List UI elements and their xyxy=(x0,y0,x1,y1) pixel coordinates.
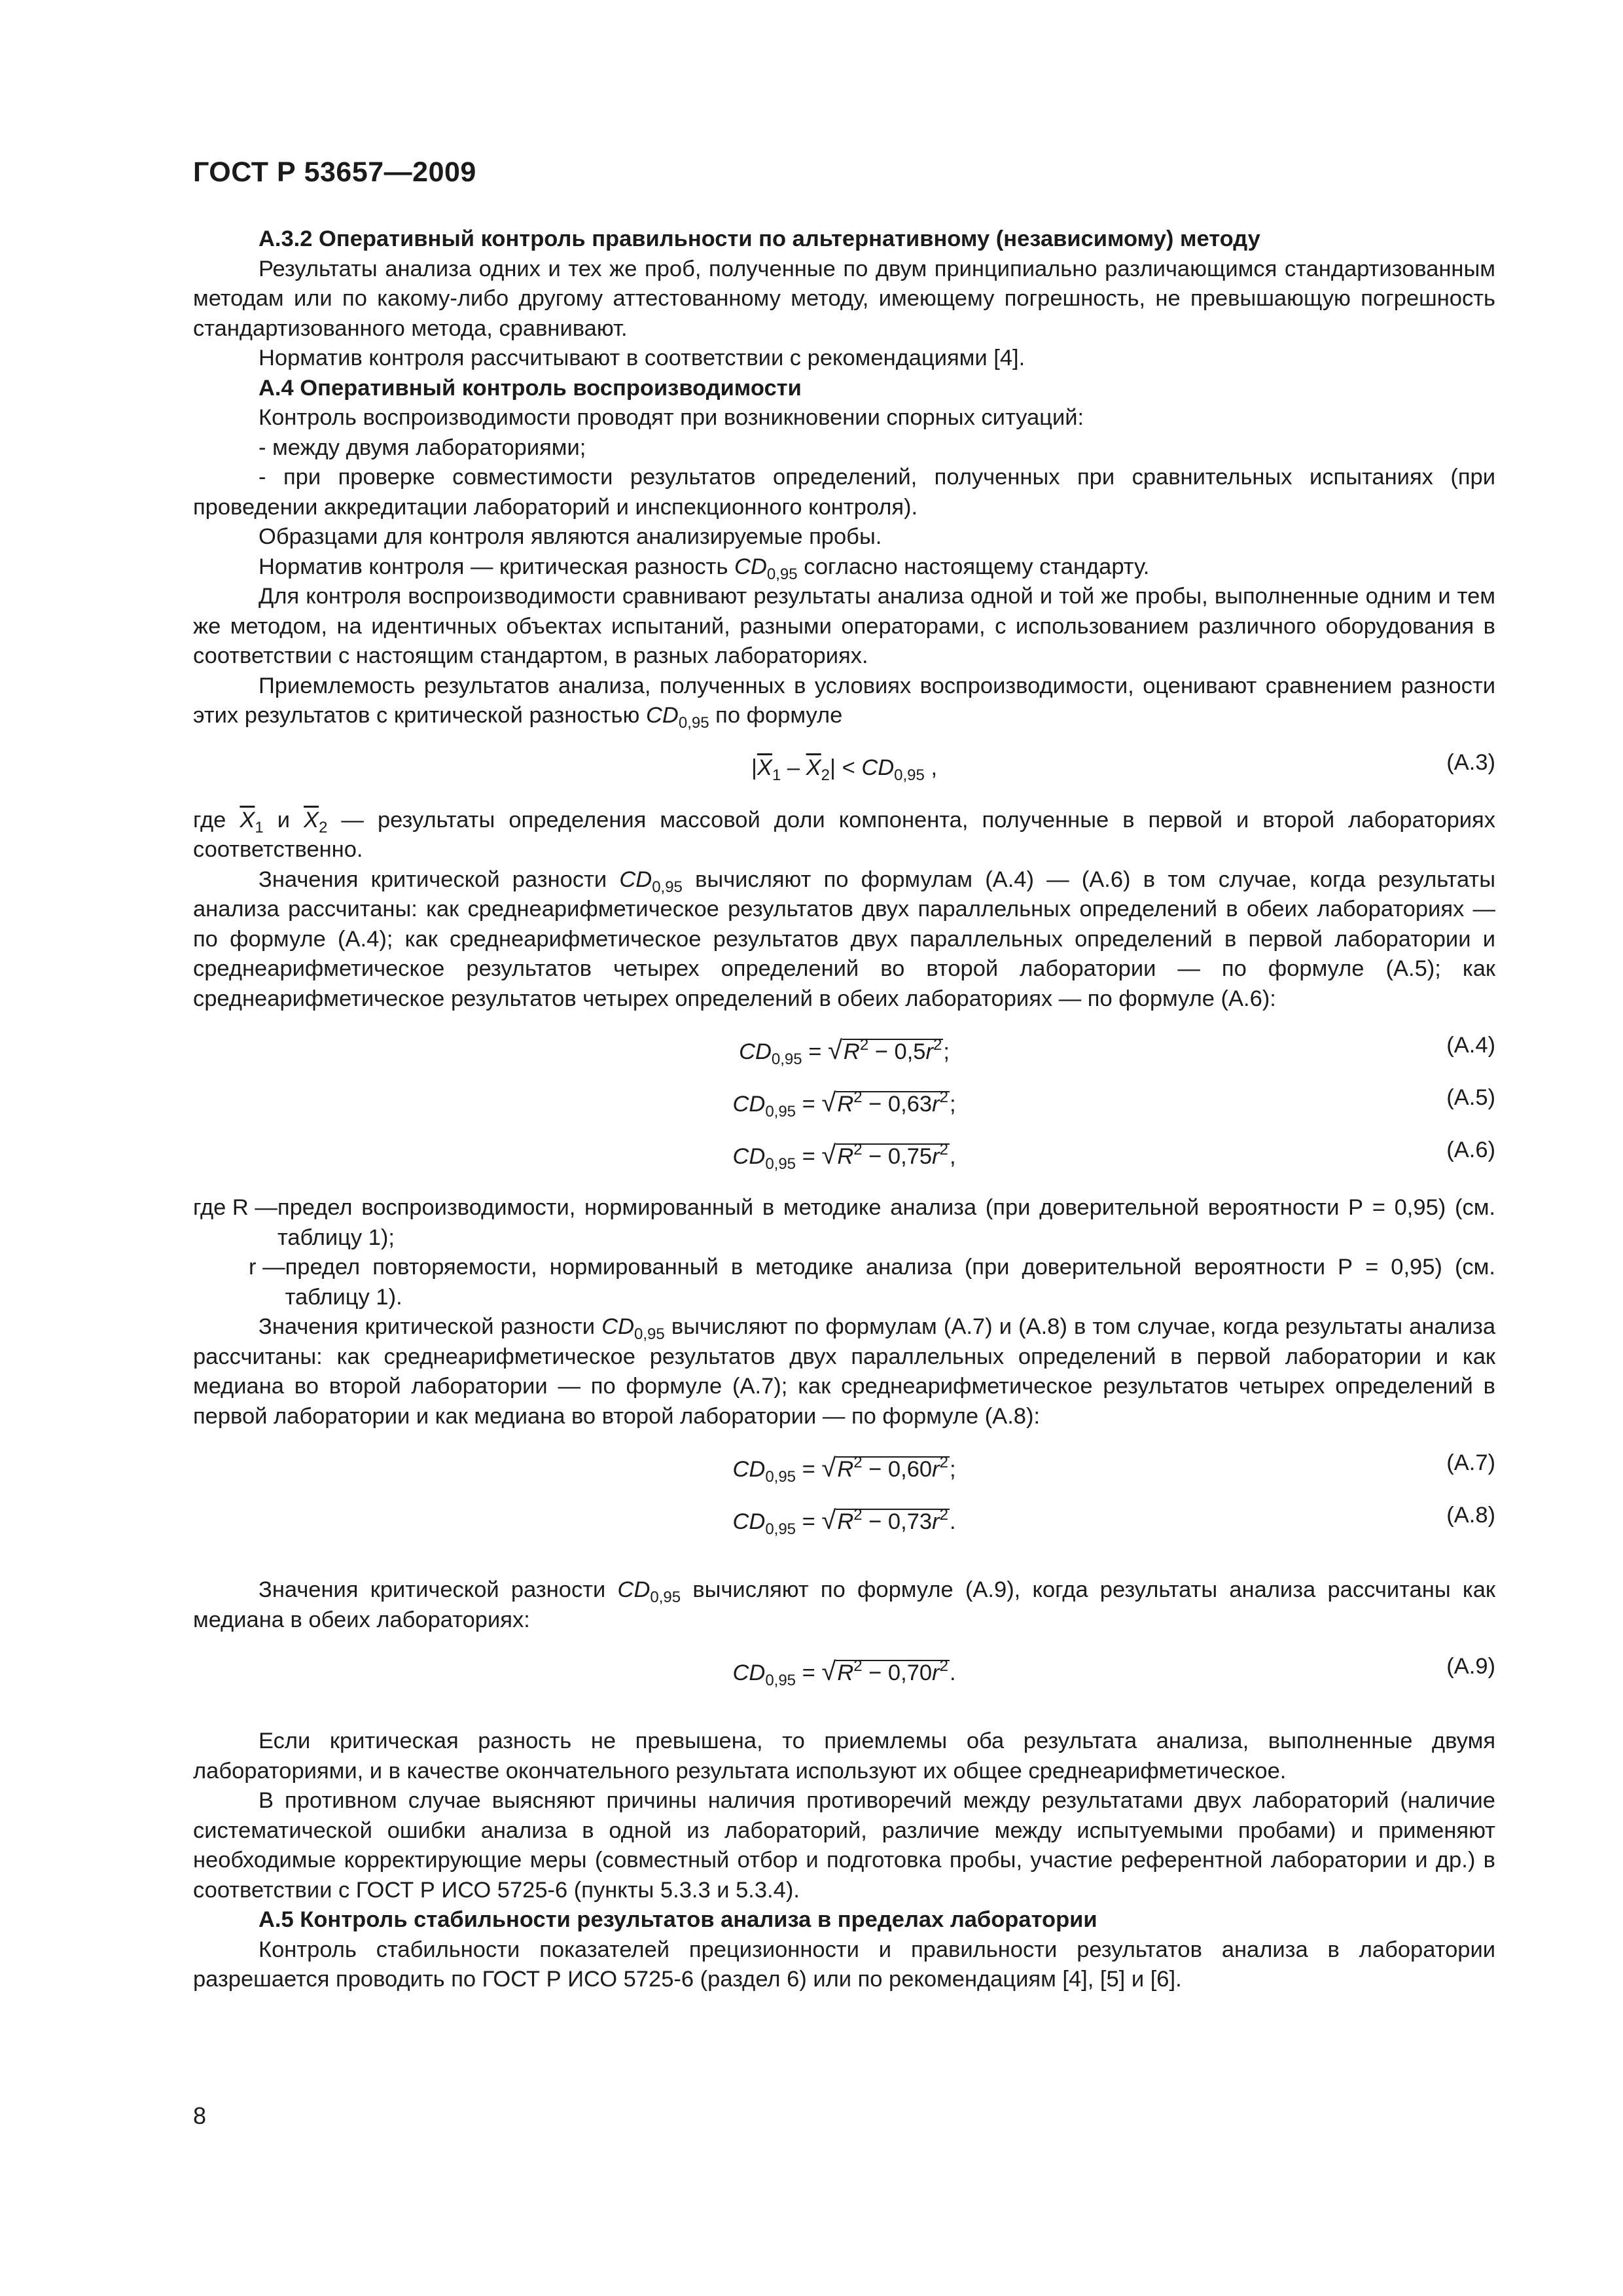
symbol-r: r xyxy=(932,1144,940,1169)
equation-number: (А.5) xyxy=(1446,1085,1495,1110)
equation-a4 xyxy=(193,1033,1495,1068)
paragraph: Норматив контроля рассчитывают в соответствии с рекомендациями [4]. xyxy=(259,346,1026,370)
equation-a6 xyxy=(193,1138,1495,1173)
symbol-sq: 2 xyxy=(939,1088,948,1106)
text-run: вычисляют по формуле (А.9), когда результаты анализа рассчитаны как медиана в обеих лабораториях: xyxy=(193,1577,1495,1632)
coefficient: 0,5 xyxy=(894,1039,926,1064)
equation-end: ; xyxy=(943,1039,950,1064)
symbol-cd-sub: 0,95 xyxy=(765,1520,796,1538)
symbol-sq: 2 xyxy=(939,1657,948,1675)
symbol-x: $\overline{X}$ xyxy=(304,807,319,833)
radicand: $R^2 - 0,70r^2$ xyxy=(837,1657,948,1685)
page-number: 8 xyxy=(193,2102,207,2129)
equation-body: $CD_{0,95} = √R^2 - 0,63r^2$; xyxy=(732,1088,956,1121)
equation-end: ; xyxy=(949,1092,956,1117)
symbol-cd: CD xyxy=(732,1660,766,1685)
symbol-cd: CD xyxy=(617,1577,651,1602)
page-content xyxy=(193,156,1495,1995)
equation-body: $CD_{0,95} = √R^2 - 0,75r^2$, xyxy=(732,1141,956,1173)
equation-a5 xyxy=(193,1085,1495,1121)
paragraph: Образцами для контроля являются анализируемые пробы. xyxy=(259,524,882,549)
symbol-sq: 2 xyxy=(853,1454,863,1471)
symbol-R: R xyxy=(837,1092,854,1117)
symbol-r: r xyxy=(932,1509,940,1534)
symbol-cd-sub: 0,95 xyxy=(678,714,709,732)
radicand: $R^2 - 0,73r^2$ xyxy=(837,1506,948,1534)
text-run: где xyxy=(193,807,240,833)
paragraph: Контроль стабильности показателей прецизионности и правильности результатов анализа в лаборатории разрешается проводить по ГОСТ Р ИСО 5725-6 (раздел 6) или по рекомендациям [4], [5] и [6]. xyxy=(193,1937,1495,1992)
equation-number: (А.4) xyxy=(1446,1033,1495,1058)
text-run: согласно настоящему стандарту. xyxy=(797,554,1150,579)
paragraph xyxy=(193,552,1495,583)
equation-number: (А.3) xyxy=(1446,749,1495,775)
symbol-cd-sub: 0,95 xyxy=(634,1325,665,1343)
text-run: Значения критической разности xyxy=(259,1577,618,1602)
symbol-cd: CD xyxy=(732,1144,766,1169)
symbol-cd-sub: 0,95 xyxy=(765,1468,796,1486)
coefficient: 0,75 xyxy=(887,1144,933,1169)
spacer xyxy=(193,1558,1495,1575)
symbol-cd-sub: 0,95 xyxy=(765,1155,796,1173)
paragraph: Если критическая разность не превышена, то приемлемы оба результата анализа, выполненные двумя лабораториями, и в качестве окончательного результата используют их общее среднеарифметическое. xyxy=(193,1729,1495,1784)
paragraph xyxy=(193,865,1495,1014)
symbol-sq: 2 xyxy=(939,1506,948,1524)
symbol-sq: 2 xyxy=(939,1141,948,1158)
symbol-cd-sub: 0,95 xyxy=(652,878,683,896)
symbol-R: R xyxy=(837,1457,854,1482)
symbol-cd: CD xyxy=(601,1314,635,1339)
coefficient: 0,63 xyxy=(887,1092,933,1117)
where-clause xyxy=(193,806,1495,865)
equation-end: . xyxy=(949,1660,956,1685)
symbol-x: $\overline{X}$ xyxy=(757,755,772,780)
symbol-sq: 2 xyxy=(853,1506,863,1524)
definition-term: r — xyxy=(249,1255,285,1280)
radicand: $R^2 - 0,75r^2$ xyxy=(837,1141,948,1169)
radicand: $R^2 - 0,5r^2$ xyxy=(843,1036,942,1064)
text-run: Значения критической разности xyxy=(259,867,620,892)
symbol-r: r xyxy=(932,1457,940,1482)
equation-body: $CD_{0,95} = √R^2 - 0,5r^2$; xyxy=(739,1036,950,1068)
equation-body: $CD_{0,95} = √R^2 - 0,73r^2$. xyxy=(732,1506,956,1538)
equation-a7 xyxy=(193,1450,1495,1486)
paragraph xyxy=(193,1575,1495,1635)
symbol-sq: 2 xyxy=(853,1657,863,1675)
sqrt-sign: √ xyxy=(821,1088,836,1117)
section-a32-title: А.3.2 Оперативный контроль правильности по альтернативному (независимому) методу xyxy=(259,226,1260,251)
definition-desc: предел повторяемости, нормированный в методике анализа (при доверительной вероятности Р = 0,95) (см. таблицу 1). xyxy=(285,1255,1495,1310)
symbol-cd: CD xyxy=(646,703,679,728)
equation-a9 xyxy=(193,1654,1495,1689)
text-run: по формуле xyxy=(709,703,843,728)
equation-body: $|\overline{X}_1 - \overline{X}_2| < CD_{0,95}$ , xyxy=(751,755,938,784)
symbol-cd-sub: 0,95 xyxy=(650,1588,681,1606)
definitions xyxy=(193,1193,1495,1312)
symbol-cd: CD xyxy=(732,1092,766,1117)
spacer xyxy=(193,1710,1495,1727)
symbol-sq: 2 xyxy=(853,1088,863,1106)
equation-end: , xyxy=(949,1144,956,1169)
coefficient: 0,70 xyxy=(887,1660,933,1685)
symbol-cd-sub: 0,95 xyxy=(766,565,798,583)
coefficient: 0,73 xyxy=(887,1509,933,1534)
equation-number: (А.7) xyxy=(1446,1450,1495,1475)
symbol-cd: CD xyxy=(732,1457,766,1482)
symbol-sub: 1 xyxy=(255,818,264,836)
symbol-x: $\overline{X}$ xyxy=(240,807,255,833)
symbol-cd: CD xyxy=(739,1039,772,1064)
symbol-r: r xyxy=(925,1039,933,1064)
symbol-cd-sub: 0,95 xyxy=(765,1103,796,1121)
equation-end: ; xyxy=(949,1457,956,1482)
equation-body: $CD_{0,95} = √R^2 - 0,60r^2$; xyxy=(732,1454,956,1486)
equation-number: (А.6) xyxy=(1446,1138,1495,1162)
list-item: - при проверке совместимости результатов определений, полученных при сравнительных испытаниях (при проведении аккредитации лабораторий и инспекционного контроля). xyxy=(193,465,1495,520)
equation-a8 xyxy=(193,1503,1495,1538)
definition-r xyxy=(193,1253,1495,1312)
text-run: Значения критической разности xyxy=(259,1314,602,1339)
document-header: ГОСТ Р 53657—2009 xyxy=(193,156,476,188)
paragraph xyxy=(193,1312,1495,1431)
sqrt-sign: √ xyxy=(821,1506,836,1535)
text-run: Норматив контроля — критическая разность xyxy=(259,554,735,579)
radicand: $R^2 - 0,60r^2$ xyxy=(837,1454,948,1482)
coefficient: 0,60 xyxy=(887,1457,933,1482)
symbol-sub: 1 xyxy=(772,766,781,784)
symbol-r: r xyxy=(932,1092,940,1117)
equation-a3 xyxy=(193,749,1495,784)
symbol-x: $\overline{X}$ xyxy=(806,755,821,780)
radicand: $R^2 - 0,63r^2$ xyxy=(837,1088,948,1117)
symbol-cd-sub: 0,95 xyxy=(771,1050,802,1068)
symbol-sq: 2 xyxy=(933,1036,942,1054)
text-run: — результаты определения массовой доли компонента, полученные в первой и второй лабораториях соответственно. xyxy=(193,807,1495,862)
symbol-cd: CD xyxy=(734,554,767,579)
paragraph: В противном случае выясняют причины наличия противоречий между результатами двух лабораторий (наличие систематической ошибки анализа в одной из лабораторий, различие между испытуемыми пробами) и применяют необходимые корректирующие меры (совместный отбор и подготовка пробы, участие референтной лаборатории и др.) в соответствии с ГОСТ Р ИСО 5725-6 (пункты 5.3.3 и 5.3.4). xyxy=(193,1788,1495,1903)
symbol-cd: CD xyxy=(861,755,895,780)
text-run: и xyxy=(263,807,304,833)
definition-desc: предел воспроизводимости, нормированный в методике анализа (при доверительной вероятности Р = 0,95) (см. таблицу 1); xyxy=(277,1195,1495,1250)
symbol-cd: CD xyxy=(619,867,652,892)
symbol-R: R xyxy=(837,1660,854,1685)
list-item: - между двумя лабораториями; xyxy=(259,435,586,460)
section-a4-title: А.4 Оперативный контроль воспроизводимости xyxy=(259,375,802,401)
paragraph: Для контроля воспроизводимости сравнивают результаты анализа одной и той же пробы, выполненные одним и тем же методом, на идентичных объектах испытаний, разными операторами, с использованием различного оборудования в соответствии с настоящим стандартом, в разных лабораториях. xyxy=(193,584,1495,668)
symbol-cd-sub: 0,95 xyxy=(894,766,925,784)
text-run: вычисляют по формулам (А.7) и (А.8) в том случае, когда результаты анализа рассчитаны: как среднеарифметическое результатов двух параллельных определений в первой лаборатории и как медиана во второй лаборатории — по формуле (А.7); как среднеарифметическое результатов четырех определений в первой лаборатории и как медиана во второй лаборатории — по формуле (А.8): xyxy=(193,1314,1496,1429)
equation-number: (А.8) xyxy=(1446,1503,1495,1528)
text-run: Приемлемость результатов анализа, полученных в условиях воспроизводимости, оценивают сравнением разности этих результатов с критической разностью xyxy=(193,673,1495,728)
paragraph: Контроль воспроизводимости проводят при возникновении спорных ситуаций: xyxy=(259,405,1084,430)
paragraph: Результаты анализа одних и тех же проб, полученные по двум принципиально различающимся стандартизованным методам или по какому-либо другому аттестованному методу, имеющему погрешность, не превышающую погрешность стандартизованного метода, сравнивают. xyxy=(193,256,1495,341)
symbol-r: r xyxy=(932,1660,940,1685)
sqrt-sign: √ xyxy=(821,1141,836,1170)
symbol-R: R xyxy=(843,1039,860,1064)
sqrt-sign: √ xyxy=(821,1657,836,1686)
definition-R xyxy=(193,1193,1495,1253)
symbol-sub: 2 xyxy=(821,766,830,784)
text-run: вычисляют по формулам (А.4) — (А.6) в том случае, когда результаты анализа рассчитаны: как среднеарифметическое результатов двух параллельных определений в обеих лабораториях — по формуле (А.4); как среднеарифметическое результатов двух параллельных определений в первой лаборатории и среднеарифметическое результатов четырех определений во второй лаборатории — по формуле (А.5); как среднеарифметическое результатов четырех определений в обеих лабораториях — по формуле (А.6): xyxy=(193,867,1495,1011)
definition-term: где R — xyxy=(193,1195,277,1220)
symbol-R: R xyxy=(837,1144,854,1169)
sqrt-sign: √ xyxy=(827,1036,842,1065)
section-a5-title: А.5 Контроль стабильности результатов анализа в пределах лаборатории xyxy=(259,1907,1097,1932)
symbol-sq: 2 xyxy=(859,1036,869,1054)
symbol-sub: 2 xyxy=(319,818,328,836)
symbol-sq: 2 xyxy=(939,1454,948,1471)
symbol-sq: 2 xyxy=(853,1141,863,1158)
equation-end: . xyxy=(949,1509,956,1534)
symbol-cd-sub: 0,95 xyxy=(765,1672,796,1689)
sqrt-sign: √ xyxy=(821,1454,836,1482)
equation-number: (А.9) xyxy=(1446,1654,1495,1679)
equation-body: $CD_{0,95} = √R^2 - 0,70r^2$. xyxy=(732,1657,956,1689)
symbol-R: R xyxy=(837,1509,854,1534)
paragraph xyxy=(193,672,1495,731)
symbol-cd: CD xyxy=(732,1509,766,1534)
